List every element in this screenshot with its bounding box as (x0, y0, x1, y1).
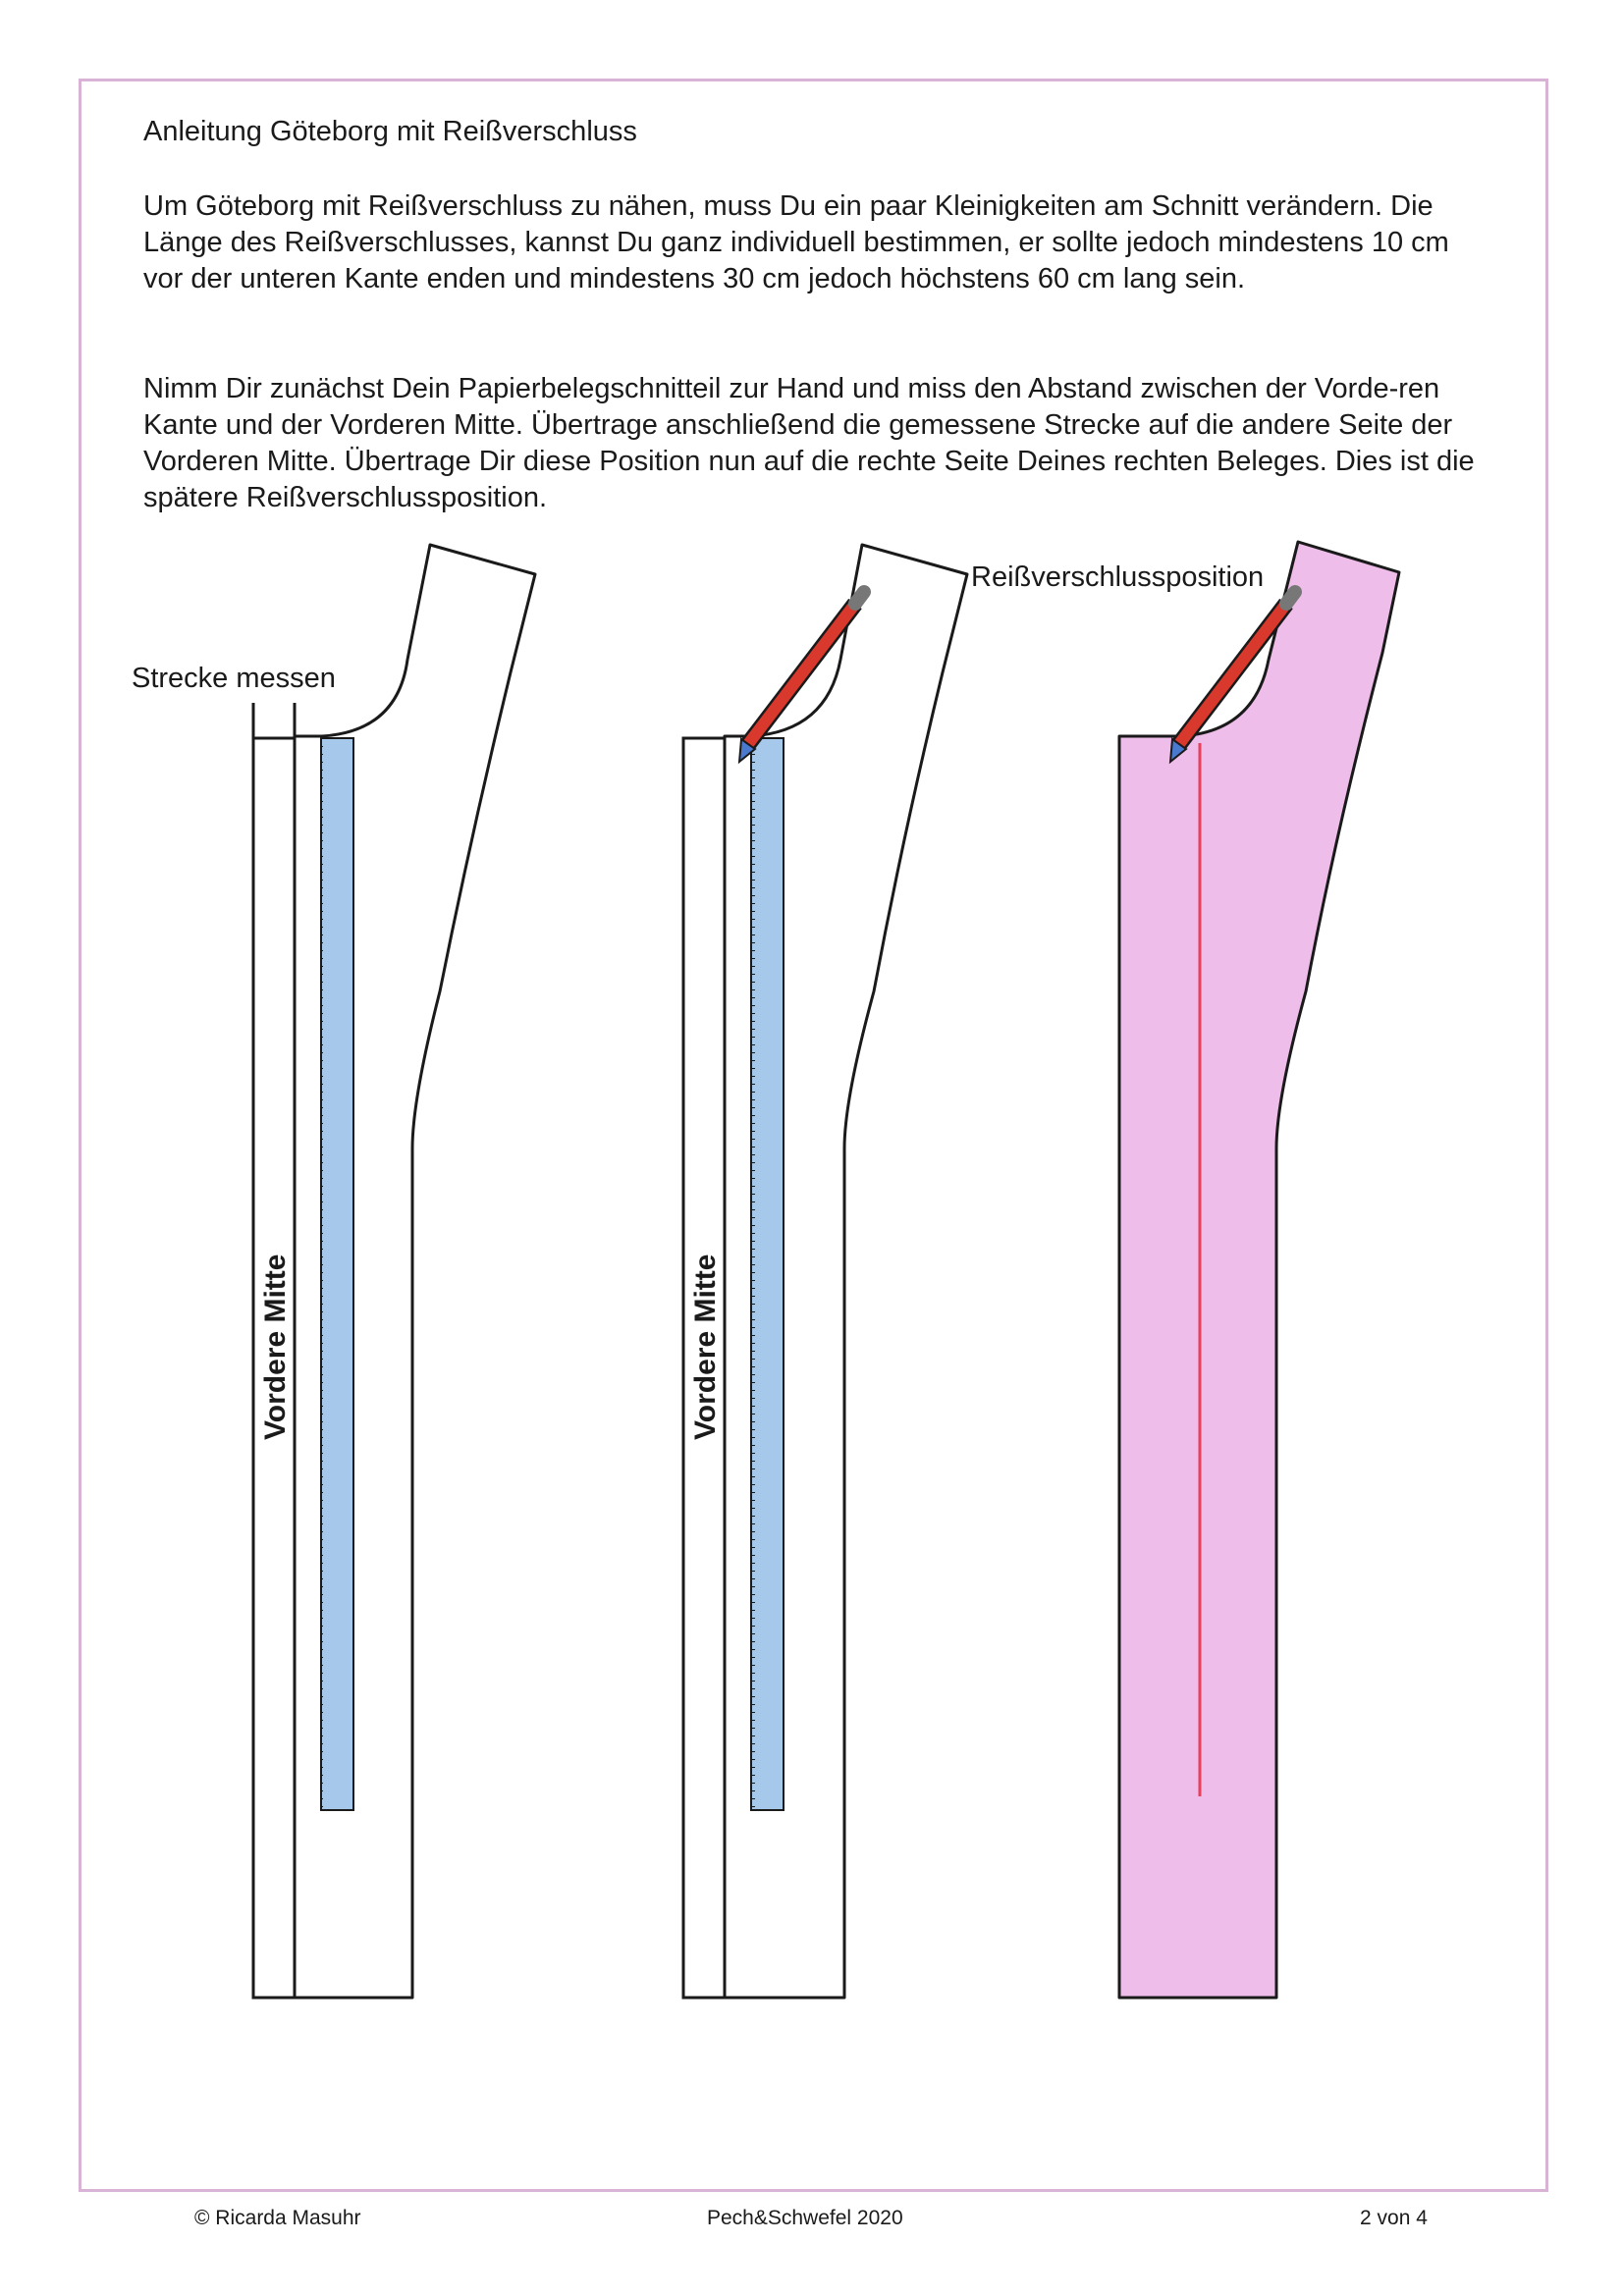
ruler-2-ticks (751, 738, 763, 1810)
label-vordere-mitte-2: Vordere Mitte (689, 1254, 722, 1440)
footer-author: © Ricarda Masuhr (194, 2207, 361, 2229)
footer-brand: Pech&Schwefel 2020 (707, 2207, 903, 2229)
ruler-1-ticks (321, 738, 333, 1810)
figure-zipper-position (1119, 542, 1399, 1998)
label-zipper-position: Reißverschlussposition (971, 561, 1265, 593)
figure-measure (253, 545, 535, 1998)
paragraph-instructions: Nimm Dir zunächst Dein Papierbelegschnitteil zur Hand und miss den Abstand zwischen der Vorde-ren Kante und der Vorderen Mitte. Übertrage anschließend die gemessene Strecke auf die andere Seite der Vorderen Mitte. Übertrage Dir diese Position nun auf die rechte Seite Deines rechten Beleges. Dies ist die spätere Reißverschlussposition. (143, 373, 1475, 513)
figure-transfer (683, 545, 967, 1998)
facing-pink (1119, 542, 1399, 1998)
paragraph-intro: Um Göteborg mit Reißverschluss zu nähen, muss Du ein paar Kleinigkeiten am Schnitt verändern. Die Länge des Reißverschlusses, kannst Du ganz individuell bestimmen, er sollte jedoch mindestens 10 cm vor der unteren Kante enden und mindestens 30 cm jedoch höchstens 60 cm lang sein. (143, 190, 1449, 294)
label-vordere-mitte-1: Vordere Mitte (259, 1254, 292, 1440)
label-strecke-messen: Strecke messen (132, 663, 336, 694)
document-title: Anleitung Göteborg mit Reißverschluss (143, 116, 637, 147)
footer-page-number: 2 von 4 (1360, 2207, 1428, 2229)
